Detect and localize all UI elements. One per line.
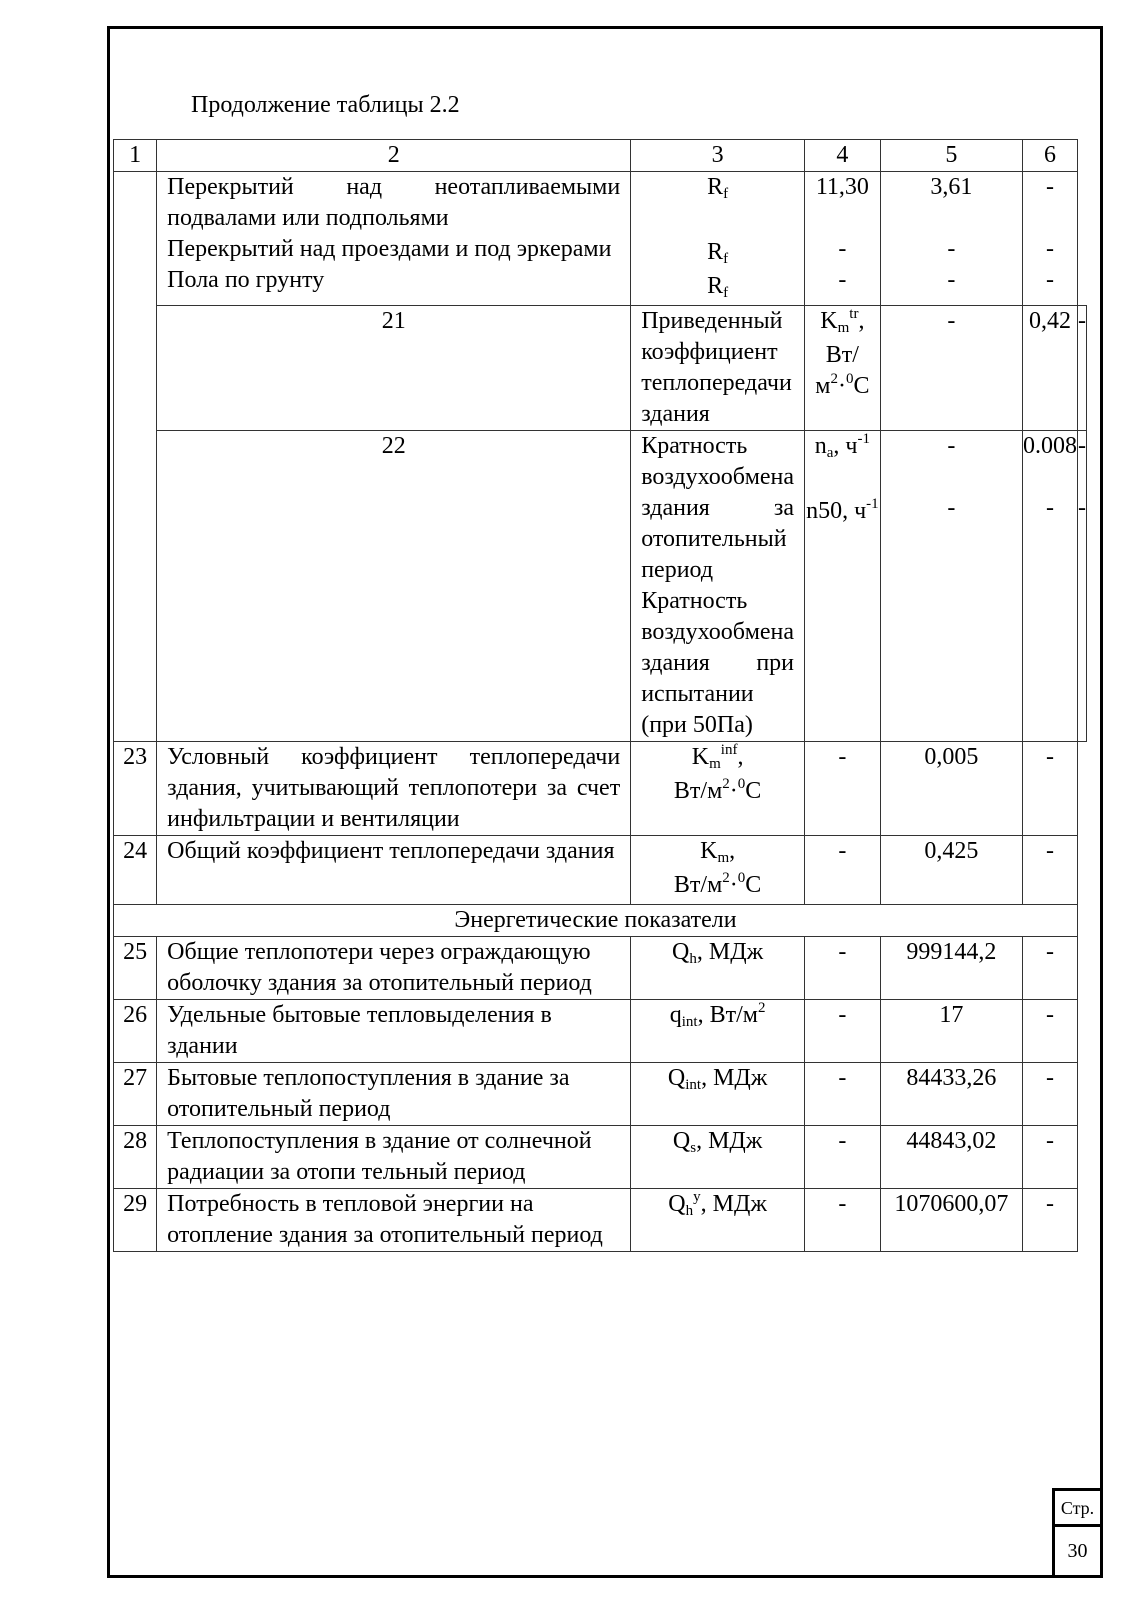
row-value: 0,425	[880, 836, 1022, 905]
row-col4: -	[805, 836, 881, 905]
row-col6: -	[1022, 937, 1077, 1000]
table-row	[114, 172, 1087, 306]
row-symbol: Km, $Вт/м^2\cdot^0С$	[631, 836, 805, 905]
header-cell: 3	[631, 140, 805, 172]
row-value: 1070600,07	[880, 1189, 1022, 1252]
row-value: 84433,26	[880, 1063, 1022, 1126]
row-col4: - -	[880, 431, 1022, 742]
page-label: Стр.	[1055, 1491, 1100, 1527]
header-cell: 6	[1022, 140, 1077, 172]
row-col6: -	[1022, 1000, 1077, 1063]
row-symbol: Qh, МДж	[631, 937, 805, 1000]
row-col4: -	[805, 1189, 881, 1252]
row-description: Бытовые теплопоступления в здание за отопительный период	[157, 1063, 631, 1126]
row-value: 0.008 -	[1022, 431, 1077, 742]
row-description: Общие теплопотери через ограждающую оболочку здания за отопительный период	[157, 937, 631, 1000]
row-col4: -	[805, 1000, 881, 1063]
row-col4: -	[805, 1063, 881, 1126]
row-value: 44843,02	[880, 1126, 1022, 1189]
row-col6: -	[1022, 742, 1077, 836]
table-row	[114, 1126, 1087, 1189]
row-description: Удельные бытовые тепловыделения в здании	[157, 1000, 631, 1063]
row-symbol: Qs, МДж	[631, 1126, 805, 1189]
row-symbol: qint, $Вт/м^2$	[631, 1000, 805, 1063]
table-caption: Продолжение таблицы 2.2	[191, 92, 460, 118]
row-number: 21	[157, 306, 631, 431]
row-number	[114, 172, 157, 742]
table-row	[114, 431, 1087, 742]
table-header-row	[114, 140, 1087, 172]
row-col4: -	[880, 306, 1022, 431]
row-col6: - - -	[1022, 172, 1077, 306]
row-value: 0,005	[880, 742, 1022, 836]
row-number: 27	[114, 1063, 157, 1126]
row-value: 999144,2	[880, 937, 1022, 1000]
data-table	[113, 139, 1087, 1252]
row-value: 3,61 - -	[880, 172, 1022, 306]
table-row	[114, 937, 1087, 1000]
header-cell: 4	[805, 140, 881, 172]
header-cell: 5	[880, 140, 1022, 172]
row-symbol: $Km^{inf}$, $Вт/м^2\cdot^0С$	[631, 742, 805, 836]
row-number: 29	[114, 1189, 157, 1252]
row-number: 26	[114, 1000, 157, 1063]
row-col6: -	[1022, 1189, 1077, 1252]
page-stamp	[1052, 1488, 1103, 1578]
header-cell: 1	[114, 140, 157, 172]
row-col4: -	[805, 937, 881, 1000]
row-symbol: Qh$^y$, МДж	[631, 1189, 805, 1252]
table-row	[114, 306, 1087, 431]
row-symbol: na, $ч^{-1}$ n50, $ч^{-1}$	[805, 431, 881, 742]
row-symbol: $Km^{tr}$, $Вт/м^2\cdot^0С$	[805, 306, 881, 431]
row-value: 0,42	[1022, 306, 1077, 431]
row-symbol: Qint, МДж	[631, 1063, 805, 1126]
row-description: Кратность воздухообмена здания за отопительный период Кратность воздухообмена здания при испытании (при 50Па)	[631, 431, 805, 742]
table-row	[114, 1000, 1087, 1063]
row-col4: -	[805, 1126, 881, 1189]
row-symbol: Rf Rf Rf	[631, 172, 805, 306]
section-row	[114, 905, 1087, 937]
row-number: 23	[114, 742, 157, 836]
table-row	[114, 742, 1087, 836]
row-description: Условный коэффициент теплопередачи здания, учитывающий теплопотери за счет инфильтрации и вентиляции	[157, 742, 631, 836]
row-description: Перекрытий над неотапливаемыми подвалами или подпольями Перекрытий над проездами и под эркерами Пола по грунту	[157, 172, 631, 306]
row-col6: -	[1022, 836, 1077, 905]
page-number: 30	[1067, 1540, 1088, 1562]
row-number: 28	[114, 1126, 157, 1189]
row-number: 24	[114, 836, 157, 905]
table-row	[114, 1063, 1087, 1126]
row-number: 25	[114, 937, 157, 1000]
row-col6: - -	[1078, 431, 1087, 742]
row-col4: -	[805, 742, 881, 836]
table-row	[114, 836, 1087, 905]
table-row	[114, 1189, 1087, 1252]
row-description: Теплопоступления в здание от солнечной радиации за отопи тельный период	[157, 1126, 631, 1189]
row-description: Потребность в тепловой энергии на отопление здания за отопительный период	[157, 1189, 631, 1252]
header-cell: 2	[157, 140, 631, 172]
row-col6: -	[1022, 1126, 1077, 1189]
row-description: Приведенный коэффициент теплопередачи здания	[631, 306, 805, 431]
row-col6: -	[1022, 1063, 1077, 1126]
row-col6: -	[1078, 306, 1087, 431]
section-title: Энергетические показатели	[114, 905, 1078, 937]
row-number: 22	[157, 431, 631, 742]
row-description: Общий коэффициент теплопередачи здания	[157, 836, 631, 905]
row-value: 17	[880, 1000, 1022, 1063]
row-col4: 11,30 - -	[805, 172, 881, 306]
